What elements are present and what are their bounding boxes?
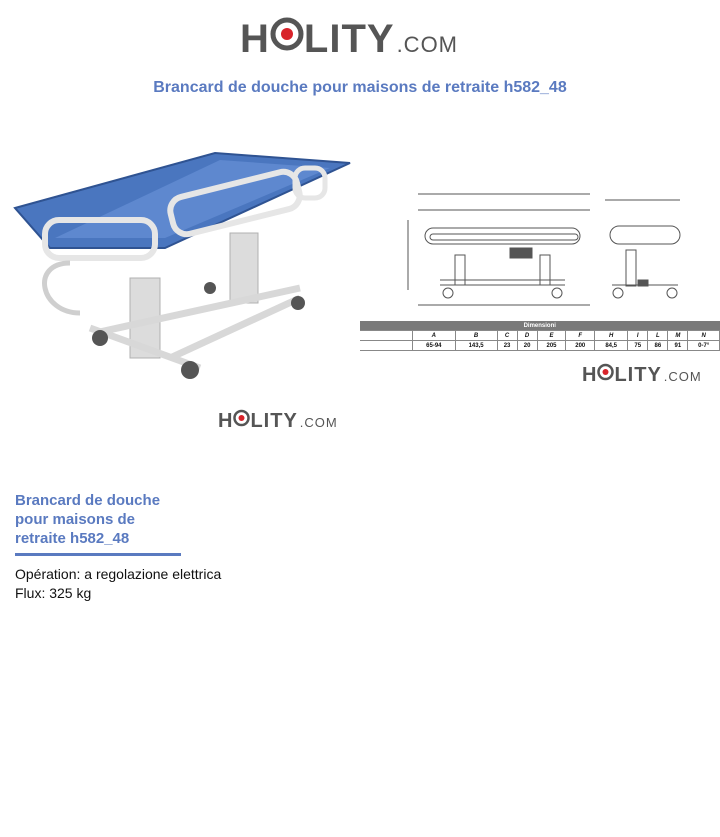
logo-o-icon <box>270 14 304 62</box>
table-cell: 205 <box>537 341 566 351</box>
table-cell: 86 <box>648 341 668 351</box>
table-cell: 0-7° <box>688 341 720 351</box>
title-divider <box>15 553 181 556</box>
table-cell: 143,5 <box>455 341 497 351</box>
logo-h: H <box>240 17 270 61</box>
page-title: Brancard de douche pour maisons de retraite h582_48 <box>153 79 567 96</box>
table-col-header: F <box>566 331 595 341</box>
product-title: Brancard de douche pour maisons de retraite h582_48 <box>15 492 161 547</box>
spec-operation: Opération: a regolazione elettrica <box>15 566 222 582</box>
table-row <box>360 341 720 351</box>
logo-lity: LITY <box>303 17 395 61</box>
logo-lity: LITY <box>614 364 662 386</box>
table-cell: 23 <box>497 341 517 351</box>
logo-o-icon <box>233 408 250 433</box>
table-cell: 200 <box>566 341 595 351</box>
table-header-row <box>360 331 720 341</box>
table-col-header: B <box>455 331 497 341</box>
spec-capacity: Flux: 325 kg <box>15 585 92 601</box>
table-cell-empty <box>360 341 413 351</box>
logo-com: .COM <box>663 369 702 384</box>
logo-h: H <box>218 410 234 432</box>
table-col-header: D <box>517 331 537 341</box>
logo-h: H <box>582 364 598 386</box>
logo-com: .COM <box>299 415 338 430</box>
brand-logo[interactable] <box>240 14 458 62</box>
table-col-header: C <box>497 331 517 341</box>
drawing-watermark-logo <box>582 362 702 387</box>
table-col-header: M <box>668 331 688 341</box>
logo-o-icon <box>597 362 614 387</box>
table-cell: 84,5 <box>595 341 628 351</box>
table-cell: 91 <box>668 341 688 351</box>
logo-com: .COM <box>396 32 459 57</box>
table-col-header: I <box>628 331 648 341</box>
table-caption: Dimensioni <box>360 321 720 331</box>
table-cell: 65-94 <box>413 341 456 351</box>
table-col-header: E <box>537 331 566 341</box>
table-cell-empty <box>360 331 413 341</box>
table-col-header: L <box>648 331 668 341</box>
dimensions-table <box>360 321 720 351</box>
table-col-header: H <box>595 331 628 341</box>
photo-watermark-logo <box>218 408 338 433</box>
table-col-header: A <box>413 331 456 341</box>
table-col-header: N <box>688 331 720 341</box>
product-photo <box>0 138 360 450</box>
technical-drawing <box>360 180 720 320</box>
table-cell: 20 <box>517 341 537 351</box>
table-cell: 75 <box>628 341 648 351</box>
logo-lity: LITY <box>250 410 298 432</box>
